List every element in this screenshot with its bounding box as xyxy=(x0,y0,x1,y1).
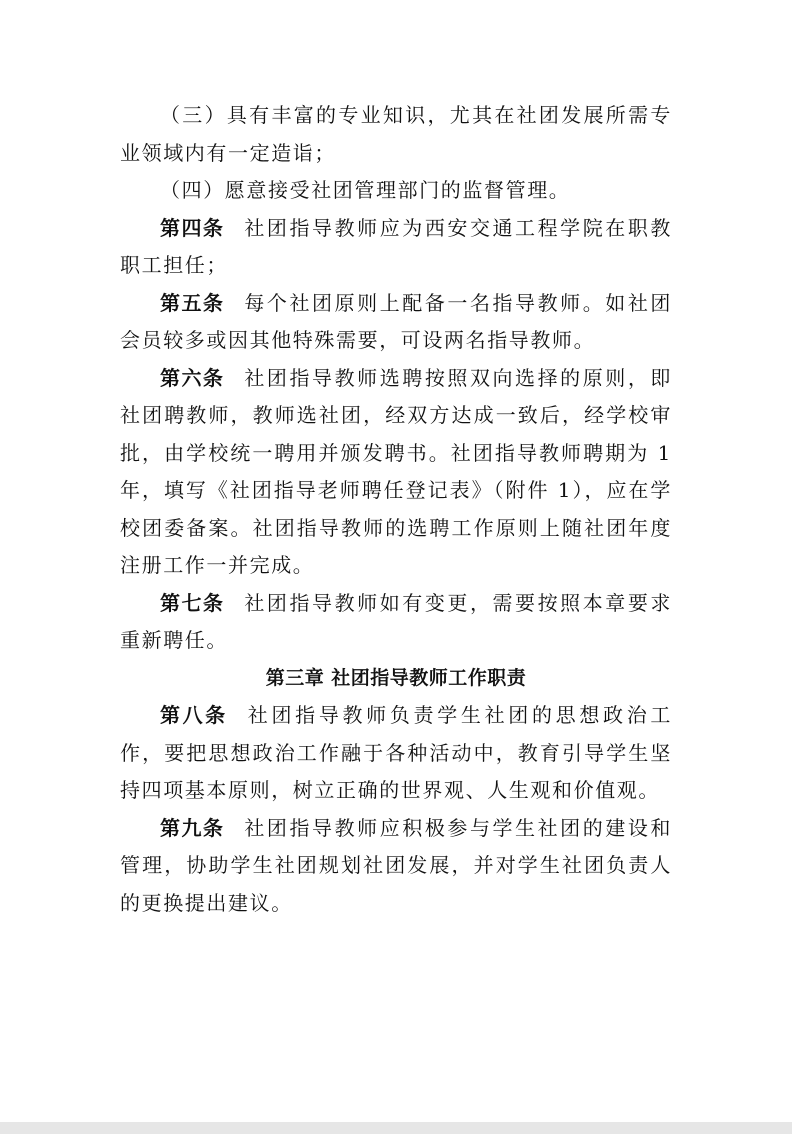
article-title: 第五条 xyxy=(160,290,225,315)
paragraph-text: （三）具有丰富的专业知识，尤其在社团发展所需专业领域内有一定造诣； xyxy=(120,103,672,165)
viewer-bottom-bar xyxy=(0,1122,792,1134)
paragraph-text: 社团指导教师选聘按照双向选择的原则，即社团聘教师，教师选社团，经双方达成一致后，经学校审批，由学校统一聘用并颁发聘书。社团指导教师聘期为 1 年，填写《社团指导老师聘任登记表》（附件 1），应在学校团委备案。社团指导教师的选聘工作原则上随社团年度注册工作一并完成。 xyxy=(120,365,672,577)
article-4 xyxy=(120,210,672,285)
paragraph-text: （四）愿意接受社团管理部门的监督管理。 xyxy=(160,178,571,202)
paragraph-text: 社团指导教师应为西安交通工程学院在职教职工担任； xyxy=(120,215,672,277)
article-title: 第八条 xyxy=(160,703,228,727)
article-title: 第七条 xyxy=(160,590,225,615)
paragraph-text: 社团指导教师如有变更，需要按照本章要求重新聘任。 xyxy=(120,590,672,652)
chapter-heading: 第三章 社团指导教师工作职责 xyxy=(265,666,527,689)
article-title: 第四条 xyxy=(160,215,225,240)
article-6 xyxy=(120,360,672,585)
article-8 xyxy=(120,697,672,810)
article-title: 第九条 xyxy=(160,815,225,840)
document-body xyxy=(120,97,672,922)
article-7 xyxy=(120,585,672,660)
article-title: 第六条 xyxy=(160,365,225,390)
article-9 xyxy=(120,810,672,923)
clause-four xyxy=(120,172,672,210)
article-5 xyxy=(120,285,672,360)
paragraph-text: 社团指导教师负责学生社团的思想政治工作，要把思想政治工作融于各种活动中，教育引导学生坚持四项基本原则，树立正确的世界观、人生观和价值观。 xyxy=(120,703,672,802)
paragraph-text: 每个社团原则上配备一名指导教师。如社团会员较多或因其他特殊需要，可设两名指导教师。 xyxy=(120,290,672,352)
paragraph-text: 社团指导教师应积极参与学生社团的建设和管理，协助学生社团规划社团发展，并对学生社团负责人的更换提出建议。 xyxy=(120,815,672,915)
clause-three xyxy=(120,97,672,172)
